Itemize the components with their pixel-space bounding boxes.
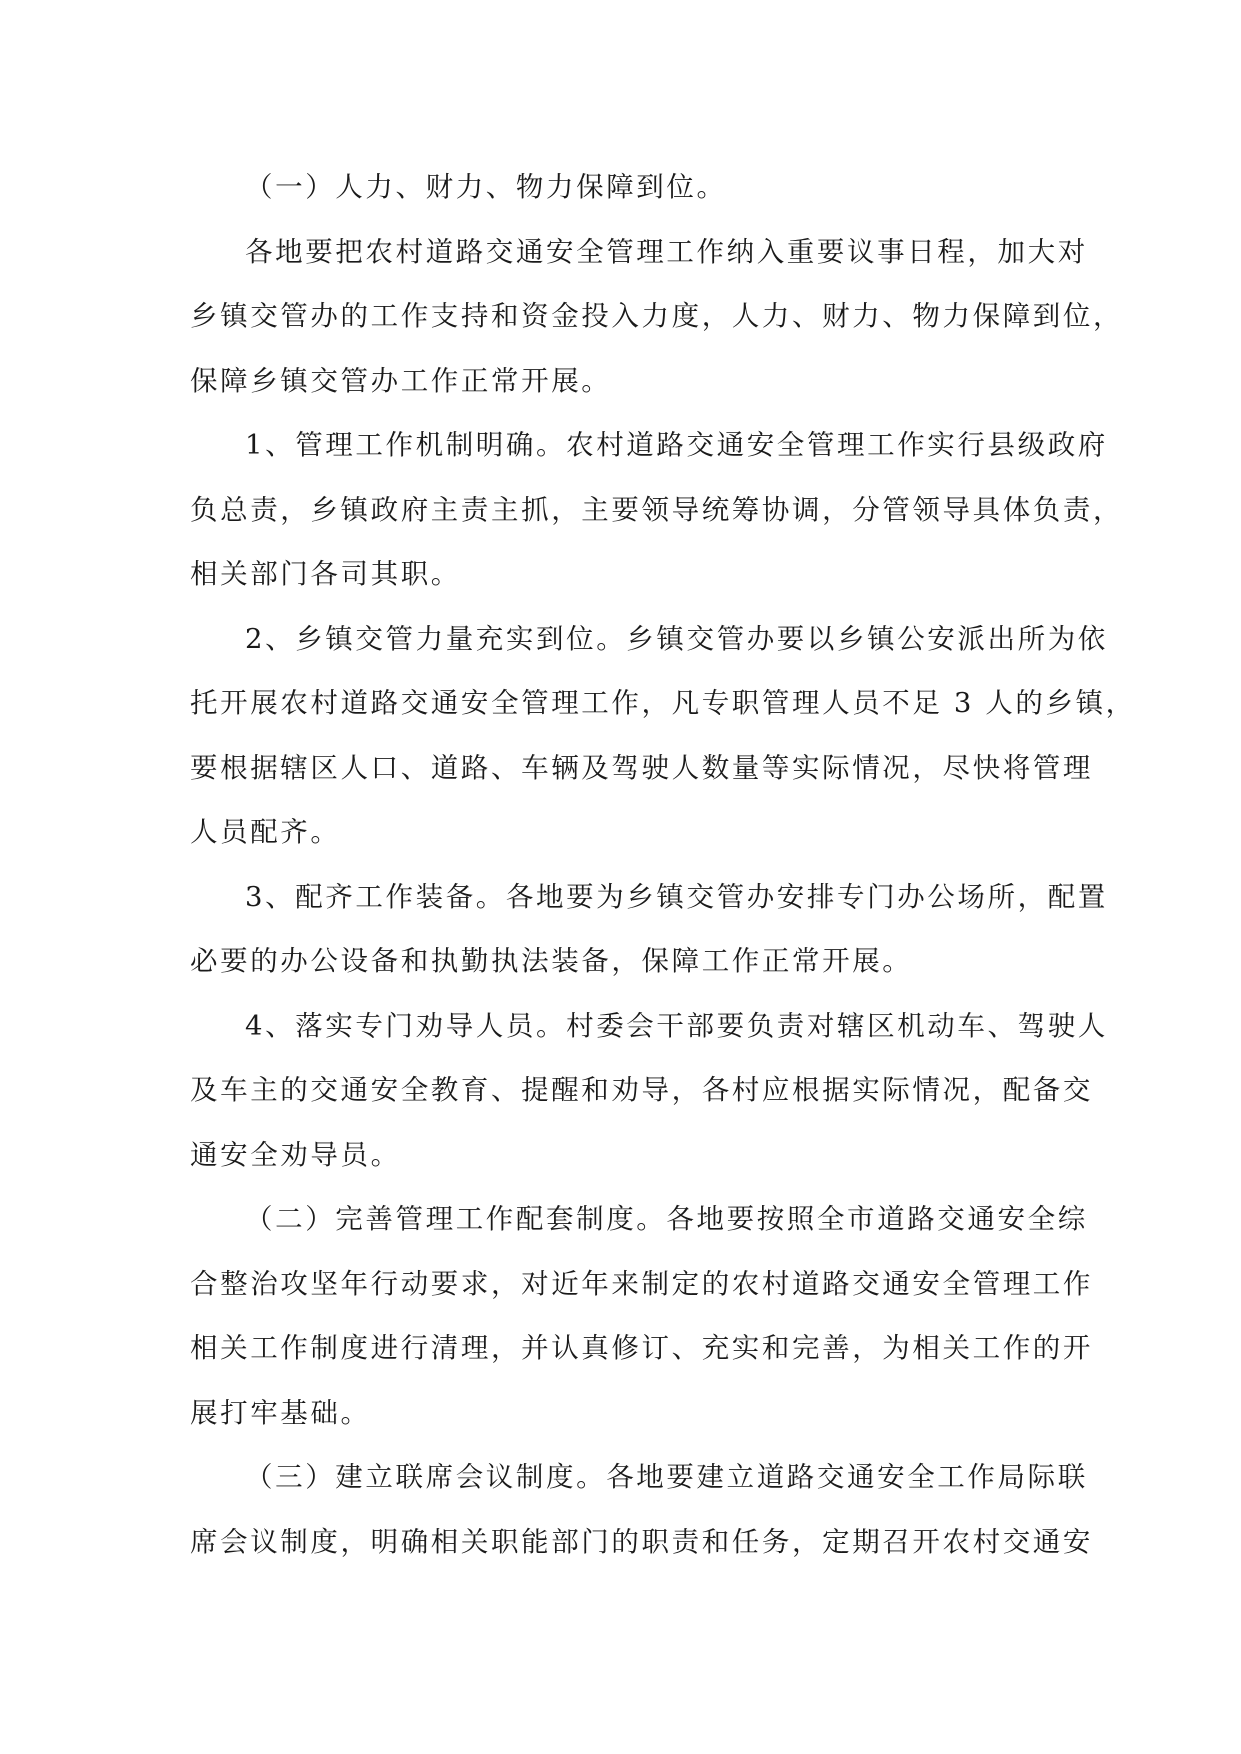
text-line: 相关工作制度进行清理，并认真修订、充实和完善，为相关工作的开 — [190, 1332, 1093, 1364]
paragraph-item-4 — [190, 994, 1108, 1188]
text-line: 4、落实专门劝导人员。村委会干部要负责对辖区机动车、驾驶人 — [245, 1009, 1108, 1042]
text-line: （三）建立联席会议制度。各地要建立道路交通安全工作局际联 — [245, 1461, 1088, 1493]
text-line: 通安全劝导员。 — [190, 1138, 401, 1171]
text-line: 相关部门各司其职。 — [190, 558, 461, 590]
document-body — [190, 155, 1136, 1574]
text-line: 合整治攻坚年行动要求，对近年来制定的农村道路交通安全管理工作 — [190, 1267, 1093, 1300]
text-line: 及车主的交通安全教育、提醒和劝导，各村应根据实际情况，配备交 — [190, 1074, 1093, 1106]
paragraph-section-1-body — [190, 220, 1124, 414]
text-line: 负总责，乡镇政府主责主抓，主要领导统筹协调，分管领导具体负责， — [190, 493, 1124, 526]
paragraph-item-1 — [190, 413, 1124, 607]
text-line: 展打牢基础。 — [190, 1396, 371, 1429]
paragraph-section-3 — [190, 1445, 1093, 1574]
text-line: 席会议制度，明确相关职能部门的职责和任务，定期召开农村交通安 — [190, 1525, 1093, 1558]
text-line: （二）完善管理工作配套制度。各地要按照全市道路交通安全综 — [245, 1203, 1088, 1235]
paragraph-section-1-heading — [190, 155, 1060, 220]
text-line: （一）人力、财力、物力保障到位。 — [245, 171, 727, 203]
text-line: 2、乡镇交管力量充实到位。乡镇交管办要以乡镇公安派出所为依 — [245, 622, 1108, 655]
text-line: 托开展农村道路交通安全管理工作，凡专职管理人员不足 3 人的乡镇， — [190, 687, 1136, 719]
text-line: 3、配齐工作装备。各地要为乡镇交管办安排专门办公场所，配置 — [245, 880, 1108, 913]
text-line: 保障乡镇交管办工作正常开展。 — [190, 364, 612, 397]
paragraph-item-2 — [190, 607, 1136, 865]
text-line: 要根据辖区人口、道路、车辆及驾驶人数量等实际情况，尽快将管理 — [190, 751, 1093, 784]
paragraph-item-3 — [190, 865, 1108, 994]
paragraph-section-2 — [190, 1187, 1093, 1445]
text-line: 各地要把农村道路交通安全管理工作纳入重要议事日程，加大对 — [245, 235, 1088, 268]
text-line: 1、管理工作机制明确。农村道路交通安全管理工作实行县级政府 — [245, 429, 1108, 461]
text-line: 必要的办公设备和执勤执法装备，保障工作正常开展。 — [190, 945, 913, 977]
text-line: 人员配齐。 — [190, 816, 341, 848]
text-line: 乡镇交管办的工作支持和资金投入力度，人力、财力、物力保障到位， — [190, 300, 1124, 332]
